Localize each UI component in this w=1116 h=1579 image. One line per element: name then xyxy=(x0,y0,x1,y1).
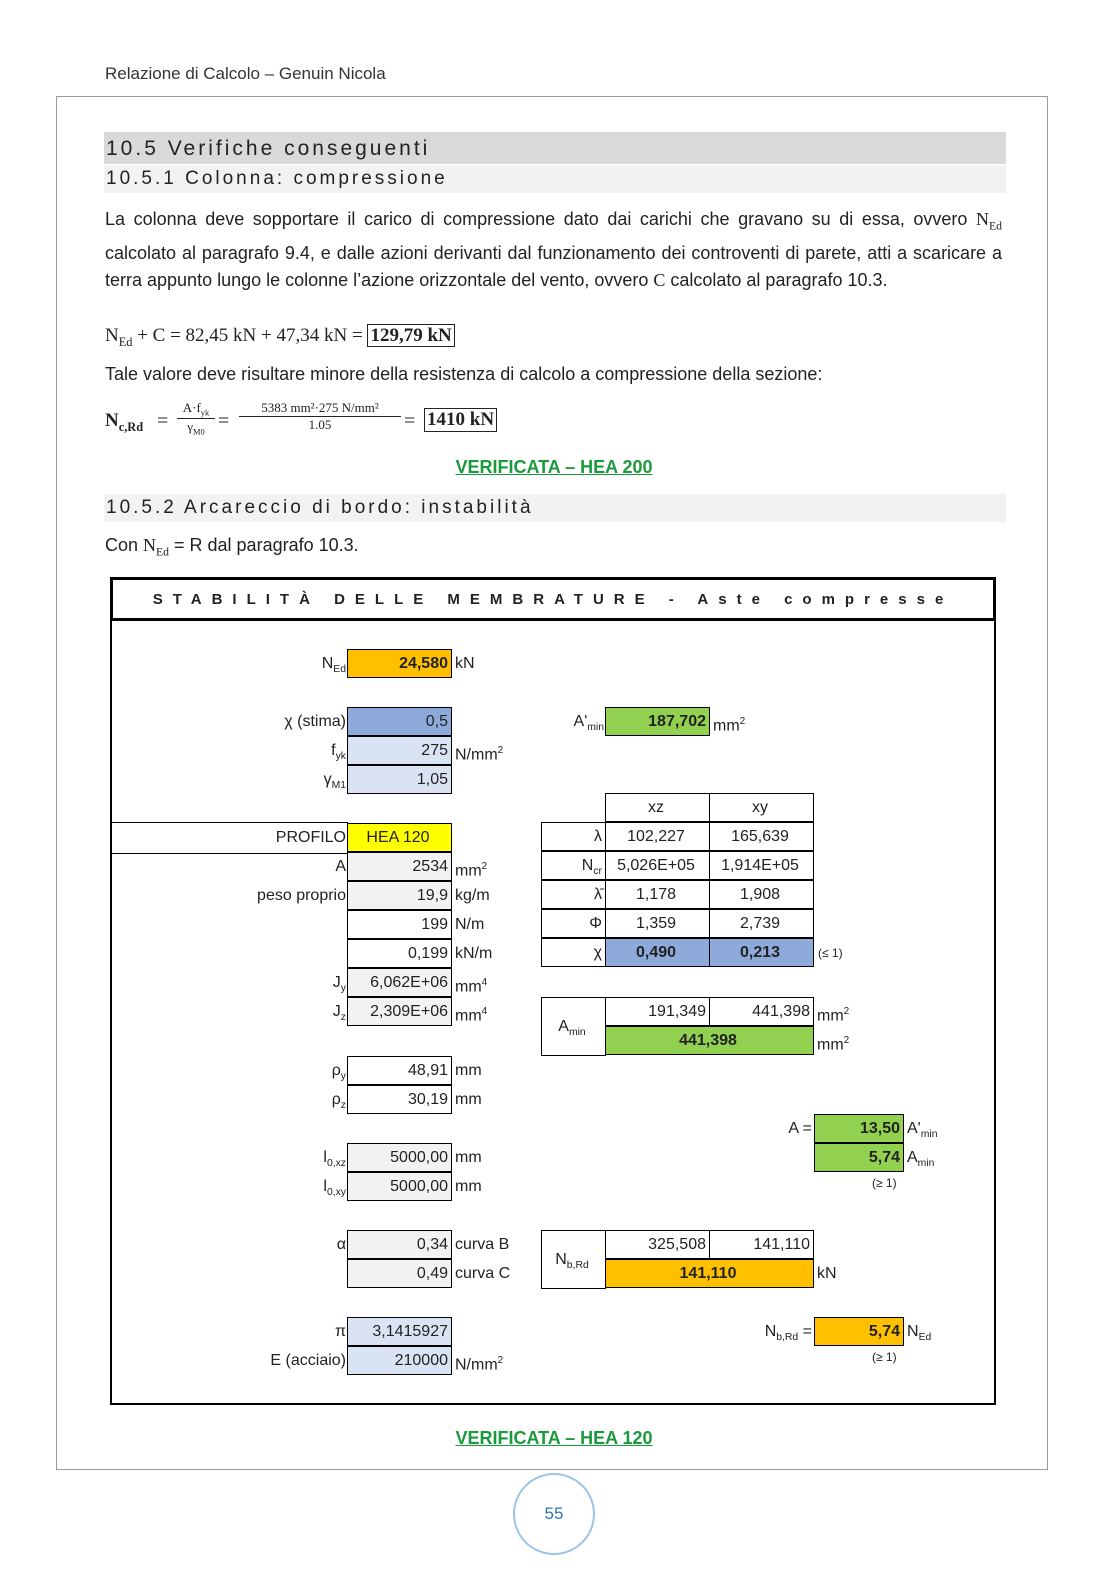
nbrd-ratio-label: $N_{b,Rd}$ = xyxy=(764,1323,812,1344)
equation-1-result: 129,79 kN xyxy=(367,324,454,347)
nbrd-label: $N_{b,Rd}$ xyxy=(541,1230,606,1289)
table-title: STABILITÀ DELLE MEMBRATURE - Aste compresse xyxy=(110,577,996,621)
e-unit: $N/mm^2$ xyxy=(455,1355,504,1374)
rho-z-label: $\rho_z$ xyxy=(331,1091,346,1112)
ratio-value-1: 13,50 xyxy=(814,1114,904,1143)
lambda-label: λ xyxy=(541,822,606,851)
amin1-label: $A'_{min}$ xyxy=(573,713,604,734)
section-title: 10.5 Verifiche conseguenti xyxy=(104,132,1006,164)
nbrd-ratio-note: (≥ 1) xyxy=(872,1350,897,1364)
jz-label: $J_z$ xyxy=(332,1003,346,1024)
ratio-unit-1: $A'_{min}$ xyxy=(907,1120,938,1141)
peso-unit-3: kN/m xyxy=(455,945,493,962)
jy-value: 6,062E+06 xyxy=(347,968,452,997)
amin-xz: 191,349 xyxy=(605,997,710,1026)
nbrd-total: 141,110 xyxy=(605,1259,814,1288)
jz-unit: $mm^4$ xyxy=(455,1006,488,1025)
chi-stima-label: χ (stima) xyxy=(284,713,346,730)
subsection-title-2: 10.5.2 Arcareccio di bordo: instabilità xyxy=(104,494,1006,522)
l0xy-label: $l_{0,xy}$ xyxy=(323,1178,346,1199)
l0xz-value: 5000,00 xyxy=(347,1143,452,1172)
nbrd-ratio-unit: $N_{Ed}$ xyxy=(907,1323,932,1344)
chi-xz: 0,490 xyxy=(605,938,710,967)
lambda-xz: 102,227 xyxy=(605,822,710,851)
pi-label: π xyxy=(334,1323,346,1340)
alpha-label: α xyxy=(336,1236,346,1253)
area-value: 2534 xyxy=(347,852,452,881)
alpha-value-1: 0,34 xyxy=(347,1230,452,1259)
lambdabar-xz: 1,178 xyxy=(605,880,710,909)
peso-label: peso proprio xyxy=(257,887,346,904)
gm1-value: 1,05 xyxy=(347,765,452,794)
gm1-label: $\gamma_{M1}$ xyxy=(323,771,346,792)
peso-value-2: 199 xyxy=(347,910,452,939)
profilo-label: PROFILO xyxy=(275,829,346,846)
l0xz-label: $l_{0,xz}$ xyxy=(323,1149,346,1170)
equation-2-result: 1410 kN xyxy=(424,408,497,432)
chi-label: χ xyxy=(541,938,606,967)
peso-value-1: 19,9 xyxy=(347,881,452,910)
rho-z-value: 30,19 xyxy=(347,1085,452,1114)
rho-y-unit: mm xyxy=(455,1062,482,1079)
lambdabar-label: λ̄ xyxy=(541,880,606,909)
peso-unit-2: N/m xyxy=(455,916,485,933)
amin-unit-2: $mm^2$ xyxy=(817,1035,850,1054)
paragraph-1: La colonna deve sopportare il carico di compressione dato dai carichi che gravano su di essa, ovvero $N_{Ed}$ calcolato al paragrafo 9.4, e dalle azioni derivanti dal funzionamento dei controventi di parete, atti a scaricare a terra appunto lungo le colonne l’azione orizzontale del vento, ovvero C calcolato al paragrafo 10.3. xyxy=(105,209,1002,290)
paragraph-3: Con $N_{Ed} = R$ dal paragrafo 10.3. xyxy=(105,535,359,559)
fyk-value: 275 xyxy=(347,736,452,765)
fyk-label: $f_{yk}$ xyxy=(331,742,346,763)
amin-total: 441,398 xyxy=(605,1026,814,1055)
amin-label: $A_{min}$ xyxy=(541,997,606,1056)
jy-label: $J_y$ xyxy=(332,974,346,995)
rho-y-label: $\rho_y$ xyxy=(331,1062,346,1083)
lambda-xy: 165,639 xyxy=(709,822,814,851)
col-header-xz: xz xyxy=(605,793,710,822)
amin1-unit: $mm^2$ xyxy=(713,716,746,735)
jz-value: 2,309E+06 xyxy=(347,997,452,1026)
ratio-value-2: 5,74 xyxy=(814,1143,904,1172)
l0xz-unit: mm xyxy=(455,1149,482,1166)
e-value: 210000 xyxy=(347,1346,452,1375)
chi-note: (≤ 1) xyxy=(818,946,843,960)
amin1-value: 187,702 xyxy=(605,707,710,736)
nbrd-xy: 141,110 xyxy=(709,1230,814,1259)
col-header-xy: xy xyxy=(709,793,814,822)
jy-unit: $mm^4$ xyxy=(455,977,488,996)
ratio-label: A = xyxy=(788,1120,812,1137)
phi-xz: 1,359 xyxy=(605,909,710,938)
ned-unit: kN xyxy=(455,655,475,672)
equation-1: $N_{Ed} + C = 82,45$ kN + 47,34 kN = 129,79 kN xyxy=(105,325,455,350)
l0xy-unit: mm xyxy=(455,1178,482,1195)
paragraph-2: Tale valore deve risultare minore della resistenza di calcolo a compressione della sezione: xyxy=(105,364,823,384)
ncr-xy: 1,914E+05 xyxy=(709,851,814,880)
nbrd-xz: 325,508 xyxy=(605,1230,710,1259)
e-label: E (acciaio) xyxy=(270,1352,346,1369)
ncr-xz: 5,026E+05 xyxy=(605,851,710,880)
nbrd-ratio-value: 5,74 xyxy=(814,1317,904,1346)
pi-value: 3,1415927 xyxy=(347,1317,452,1346)
area-label: A xyxy=(335,858,346,875)
phi-xy: 2,739 xyxy=(709,909,814,938)
peso-unit-1: kg/m xyxy=(455,887,490,904)
area-unit: $mm^2$ xyxy=(455,861,488,880)
equation-2: $N_{c,Rd}$ = $A\cdot f_{yk}$ $\gamma_{M0}$ = 5383 mm²·275 N/mm² 1.05 = 1410 kN xyxy=(105,400,525,448)
phi-label: Φ xyxy=(541,909,606,938)
rho-z-unit: mm xyxy=(455,1091,482,1108)
chi-xy: 0,213 xyxy=(709,938,814,967)
ned-label: $N_{Ed}$ xyxy=(321,655,346,676)
amin-unit-1: $mm^2$ xyxy=(817,1006,850,1025)
fyk-unit: $N/mm^2$ xyxy=(455,745,504,764)
verification-2: VERIFICATA – HEA 120 xyxy=(455,1428,653,1448)
ratio-note: (≥ 1) xyxy=(872,1176,897,1190)
alpha-value-2: 0,49 xyxy=(347,1259,452,1288)
profilo-value: HEA 120 xyxy=(347,823,452,852)
chi-stima-value: 0,5 xyxy=(347,707,452,736)
ratio-unit-2: $A_{min}$ xyxy=(907,1149,935,1170)
verification-1: VERIFICATA – HEA 200 xyxy=(455,457,653,477)
alpha-unit-2: curva C xyxy=(455,1265,511,1282)
peso-value-3: 0,199 xyxy=(347,939,452,968)
lambdabar-xy: 1,908 xyxy=(709,880,814,909)
rho-y-value: 48,91 xyxy=(347,1056,452,1085)
subsection-title-1: 10.5.1 Colonna: compressione xyxy=(104,165,1006,193)
page-header: Relazione di Calcolo – Genuin Nicola xyxy=(105,64,386,83)
l0xy-value: 5000,00 xyxy=(347,1172,452,1201)
alpha-unit-1: curva B xyxy=(455,1236,510,1253)
amin-xy: 441,398 xyxy=(709,997,814,1026)
ned-value: 24,580 xyxy=(347,649,452,678)
page-number: 55 xyxy=(513,1473,595,1555)
ncr-label: $N_{cr}$ xyxy=(541,851,606,880)
nbrd-unit: kN xyxy=(817,1265,837,1282)
